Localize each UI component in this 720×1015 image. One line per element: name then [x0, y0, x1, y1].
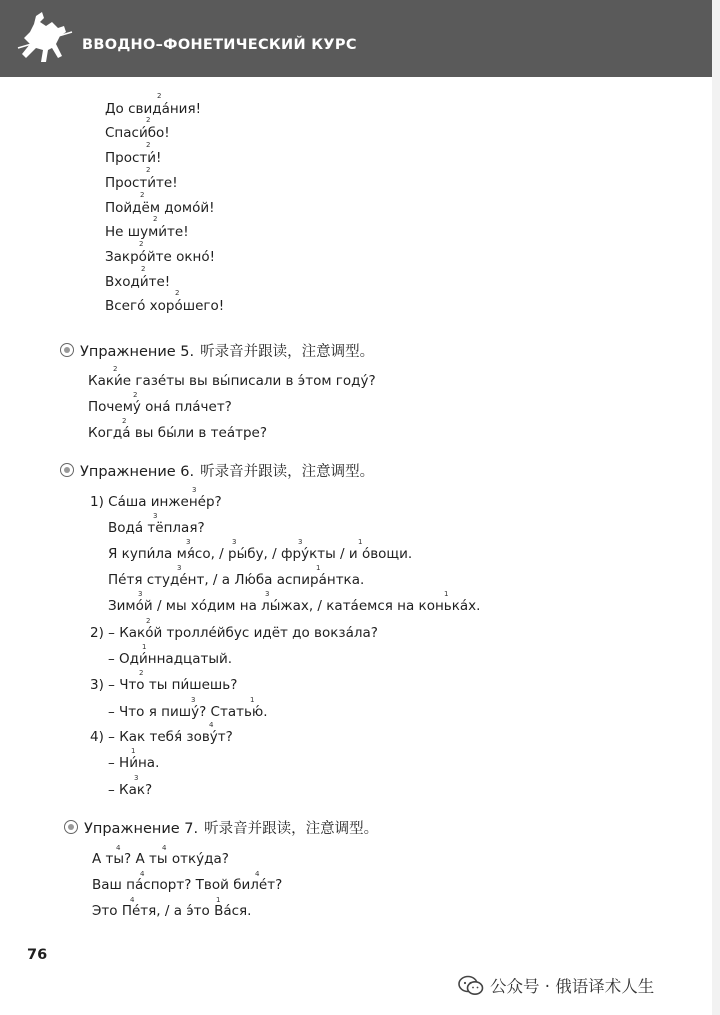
intonation-mark: 3 [232, 538, 237, 546]
intonation-mark: 2 [153, 215, 158, 223]
watermark [458, 973, 654, 997]
chapter-header [0, 0, 712, 77]
audio-disc-icon[interactable] [60, 343, 74, 357]
exercise-line: Зимо́й / мы хо́дим на лы́жах, / ката́емся на конька́х. [108, 598, 481, 614]
exercise-line: – Оди́ннадцатый. [108, 651, 233, 667]
intonation-mark: 2 [113, 365, 118, 373]
intonation-mark: 4 [255, 870, 260, 878]
phrase-line: Всего́ хоро́шего! [105, 298, 225, 314]
intonation-mark: 2 [146, 116, 151, 124]
intonation-mark: 2 [133, 391, 138, 399]
intonation-mark: 3 [191, 696, 196, 704]
intonation-mark: 3 [153, 512, 158, 520]
exercise-line: Это Пе́тя, / а э́то Ва́ся. [92, 903, 252, 919]
intonation-mark: 4 [140, 870, 145, 878]
exercise-line: Пе́тя студе́нт, / а Лю́ба аспира́нтка. [108, 572, 365, 588]
wechat-icon [458, 975, 484, 997]
intonation-mark: 3 [138, 590, 143, 598]
intonation-mark: 4 [116, 844, 121, 852]
exercise-instruction: 听录音并跟读，注意调型。 [200, 464, 375, 480]
page-edge [712, 0, 720, 1015]
audio-disc-icon[interactable] [60, 463, 74, 477]
intonation-mark: 2 [146, 141, 151, 149]
exercise-title: Упражнение 5. [80, 344, 195, 360]
exercise-line: 4) – Как тебя́ зову́т? [90, 729, 233, 745]
intonation-mark: 2 [141, 265, 146, 273]
exercise-line: Почему́ она́ пла́чет? [88, 399, 232, 415]
intonation-mark: 1 [131, 747, 136, 755]
exercise-instruction: 听录音并跟读，注意调型。 [200, 344, 375, 360]
watermark-text: 公众号 · 俄语译术人生 [490, 977, 655, 996]
intonation-mark: 2 [139, 669, 144, 677]
phrase-line: Закро́йте окно́! [105, 249, 216, 265]
exercise-line: Когда́ вы бы́ли в теа́тре? [88, 425, 268, 441]
exercise-title: Упражнение 7. [84, 821, 199, 837]
audio-disc-icon[interactable] [64, 820, 78, 834]
intonation-mark: 4 [209, 721, 214, 729]
exercise-line: Каки́е газе́ты вы вы́писали в э́том году́? [88, 373, 376, 389]
exercise-instruction: 听录音并跟读，注意调型。 [204, 821, 379, 837]
exercise-title: Упражнение 6. [80, 464, 195, 480]
exercise-line: Я купи́ла мя́со, / ры́бу, / фру́кты / и о́вощи. [108, 546, 413, 562]
exercise-line: – Ни́на. [108, 755, 160, 771]
intonation-mark: 2 [146, 166, 151, 174]
exercise-line: А ты? А ты отку́да? [92, 851, 229, 867]
phrase-line: Пойдём домо́й! [105, 200, 215, 216]
exercise-line: Ваш па́спорт? Твой биле́т? [92, 877, 283, 893]
phrase-line: До свида́ния! [105, 101, 201, 117]
intonation-mark: 4 [162, 844, 167, 852]
horse-rider-logo-icon [16, 10, 74, 70]
intonation-mark: 4 [130, 896, 135, 904]
intonation-mark: 2 [146, 617, 151, 625]
intonation-mark: 1 [444, 590, 449, 598]
intonation-mark: 2 [122, 417, 127, 425]
phrase-line: Не шуми́те! [105, 224, 189, 240]
intonation-mark: 3 [186, 538, 191, 546]
intonation-mark: 3 [177, 564, 182, 572]
intonation-mark: 3 [265, 590, 270, 598]
exercise-6-heading [60, 463, 374, 481]
intonation-mark: 3 [192, 486, 197, 494]
exercise-line: 1) Са́ша инжене́р? [90, 494, 222, 510]
phrase-line: Входи́те! [105, 274, 171, 290]
exercise-line: – Что я пишу́? Статью́. [108, 704, 268, 720]
exercise-7-heading [64, 820, 378, 838]
intonation-mark: 1 [216, 896, 221, 904]
intonation-mark: 3 [134, 774, 139, 782]
intonation-mark: 2 [157, 92, 162, 100]
intonation-mark: 1 [250, 696, 255, 704]
phrase-line: Прости́те! [105, 175, 178, 191]
exercise-5-heading [60, 343, 374, 361]
chapter-title: ВВОДНО–ФОНЕТИЧЕСКИЙ КУРС [82, 37, 357, 53]
exercise-line: – Как? [108, 782, 153, 798]
phrase-line: Спаси́бо! [105, 125, 170, 141]
intonation-mark: 1 [358, 538, 363, 546]
phrase-line: Прости́! [105, 150, 162, 166]
intonation-mark: 2 [140, 191, 145, 199]
intonation-mark: 2 [175, 289, 180, 297]
intonation-mark: 3 [298, 538, 303, 546]
exercise-line: 2) – Како́й тролле́йбус идёт до вокза́ла? [90, 625, 378, 641]
intonation-mark: 2 [139, 240, 144, 248]
exercise-line: Вода́ тёплая? [108, 520, 205, 536]
intonation-mark: 1 [142, 643, 147, 651]
exercise-line: 3) – Что ты пи́шешь? [90, 677, 238, 693]
page-number: 76 [27, 947, 48, 963]
intonation-mark: 1 [316, 564, 321, 572]
